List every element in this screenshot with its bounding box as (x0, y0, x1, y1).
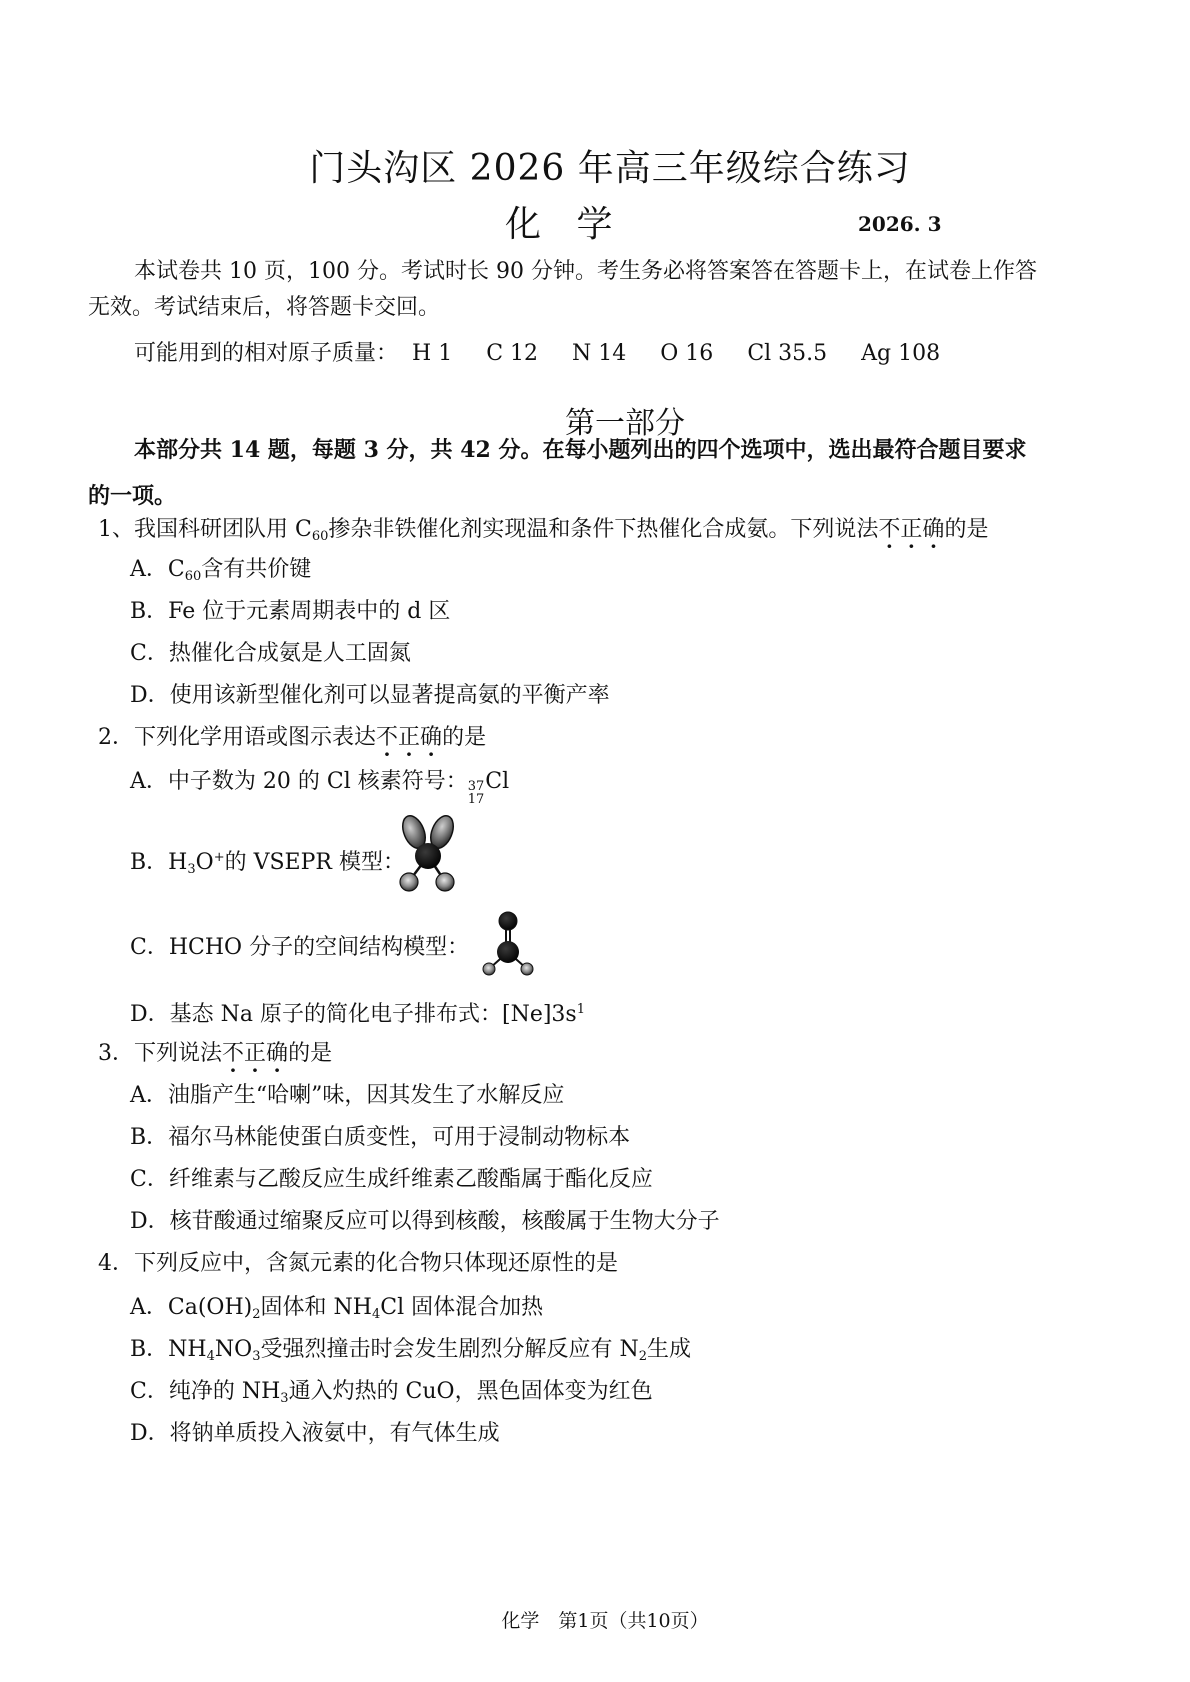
text-segment: 使用该新型催化剂可以显著提高氨的平衡产率 (169, 683, 610, 708)
text-segment: C． (130, 641, 169, 666)
text-segment: B． (130, 850, 169, 875)
text-segment: Cl (485, 769, 510, 794)
text-segment: C (167, 557, 185, 582)
emphasis-char: 确 (420, 725, 443, 750)
text-segment: 3 (252, 1349, 261, 1364)
atomic-mass-o: O 16 (660, 341, 714, 366)
section-intro-line2: 的一项。 (88, 483, 177, 509)
text-segment: A． (130, 557, 168, 582)
atomic-mass-ag: Ag 108 (861, 341, 941, 366)
q4-option-c (130, 1378, 653, 1413)
question-3-stem (98, 1040, 332, 1068)
emphasis-char: 不 (878, 517, 901, 542)
text-segment: B． (130, 599, 169, 624)
text-segment: D． (130, 1209, 170, 1234)
text-segment: 3 (280, 1391, 289, 1406)
text-segment: H (168, 850, 188, 875)
text-segment: 60 (184, 569, 202, 584)
text-segment: 的 VSEPR 模型： (224, 850, 405, 875)
text-segment: 2 (252, 1307, 261, 1322)
text-segment: 通入灼热的 CuO，黑色固体变为红色 (288, 1379, 653, 1404)
text-segment: 基态 Na 原子的简化电子排布式：[Ne]3s (169, 1002, 577, 1027)
text-segment: 生成 (647, 1337, 692, 1362)
text-segment: 的是 (288, 1041, 333, 1066)
text-segment: 将钠单质投入液氨中，有气体生成 (169, 1421, 500, 1446)
text-segment: C． (130, 1167, 169, 1192)
instructions-line2: 无效。考试结束后，将答题卡交回。 (88, 295, 441, 320)
text-segment: 下列化学用语或图示表达 (134, 725, 377, 750)
text-segment: 4 (371, 1307, 381, 1322)
instructions-line1: 本试卷共 10 页，100 分。考试时长 90 分钟。考生务必将答案答在答题卡上，在试卷上作答 (134, 259, 1037, 284)
text-segment: 17 (467, 792, 485, 807)
q1-option-c (130, 640, 411, 668)
q3-option-b (130, 1124, 630, 1152)
text-segment: 含有共价键 (201, 557, 312, 582)
text-segment: B． (130, 1337, 169, 1362)
text-segment: D． (130, 683, 170, 708)
q1-option-b (130, 598, 450, 626)
question-number: 4． (98, 1251, 134, 1276)
q3-option-a (130, 1082, 564, 1110)
q2-option-d (130, 996, 585, 1029)
q2-option-b (130, 844, 405, 884)
question-number: 1、 (98, 517, 134, 542)
question-2-stem (98, 724, 486, 752)
q3-option-d (130, 1208, 720, 1236)
emphasis-char: 不 (376, 725, 399, 750)
emphasis-char: 正 (900, 517, 923, 542)
q2-option-a (130, 768, 509, 806)
section-intro-line1: 本部分共 14 题，每题 3 分，共 42 分。在每小题列出的四个选项中，选出最符合题目要求 (134, 437, 1027, 463)
question-4-stem (98, 1250, 618, 1278)
text-segment: 下列说法 (134, 1041, 223, 1066)
text-segment: A． (130, 769, 168, 794)
text-segment: 受强烈撞击时会发生剧烈分解反应有 N (260, 1337, 639, 1362)
text-segment: Fe 位于元素周期表中的 d 区 (168, 599, 451, 624)
text-segment: Cl 固体混合加热 (380, 1295, 544, 1320)
text-segment: D． (130, 1421, 170, 1446)
q4-option-a (130, 1294, 543, 1329)
emphasis-char: 正 (398, 725, 421, 750)
subject-title: 化 学 (505, 204, 625, 245)
atomic-mass-c: C 12 (486, 341, 539, 366)
text-segment: 4 (206, 1349, 215, 1364)
atomic-masses (134, 340, 974, 368)
text-segment: 我国科研团队用 C (134, 517, 312, 542)
q2-option-c (130, 934, 469, 962)
text-segment: 3 (187, 862, 196, 877)
text-segment: 掺杂非铁催化剂实现温和条件下热催化合成氨。下列说法 (328, 517, 879, 542)
text-segment: 纯净的 NH (168, 1379, 281, 1404)
q4-option-d (130, 1420, 500, 1448)
text-segment: A． (130, 1295, 168, 1320)
q4-option-b (130, 1336, 691, 1371)
text-segment: 37 (467, 779, 485, 794)
emphasis-char: 确 (922, 517, 945, 542)
text-segment: Ca(OH) (167, 1295, 253, 1320)
atomic-mass-h: H 1 (412, 341, 453, 366)
q1-option-d (130, 682, 610, 710)
text-segment: NH (168, 1337, 207, 1362)
section-title: 第一部分 (565, 406, 685, 441)
emphasis-char: 确 (266, 1041, 289, 1066)
text-segment: 下列反应中，含氮元素的化合物只体现还原性的是 (134, 1251, 619, 1276)
text-segment: D． (130, 1002, 170, 1027)
text-segment: C． (130, 935, 169, 960)
text-segment: + (213, 850, 225, 865)
text-segment: NO (214, 1337, 253, 1362)
text-segment: 60 (311, 529, 329, 544)
exam-title: 门头沟区 2026 年高三年级综合练习 (309, 148, 911, 189)
text-segment: HCHO 分子的空间结构模型： (168, 935, 470, 960)
text-segment: 1 (576, 1002, 585, 1017)
exam-date: 2026. 3 (858, 212, 942, 236)
text-segment: 固体和 NH (260, 1295, 372, 1320)
text-segment: B． (130, 1125, 169, 1150)
text-segment: A． (130, 1083, 168, 1108)
text-segment: 核苷酸通过缩聚反应可以得到核酸，核酸属于生物大分子 (169, 1209, 720, 1234)
atomic-mass-cl: Cl 35.5 (747, 341, 828, 366)
q3-option-c (130, 1166, 653, 1194)
q1-option-a (130, 556, 311, 591)
atomic-mass-label: 可能用到的相对原子质量： (134, 341, 399, 366)
text-segment: O (195, 850, 214, 875)
emphasis-char: 正 (244, 1041, 267, 1066)
page-footer: 化学 第1页（共10页） (501, 1610, 709, 1632)
h3o-vsepr-model-figure (396, 812, 462, 896)
text-segment: 中子数为 20 的 Cl 核素符号： (167, 769, 468, 794)
question-1-stem (98, 516, 988, 551)
nuclide-notation (468, 780, 485, 806)
text-segment: 2 (638, 1349, 647, 1364)
hcho-structure-model-figure (478, 910, 538, 980)
atomic-mass-n: N 14 (572, 341, 627, 366)
question-number: 2． (98, 725, 134, 750)
text-segment: 福尔马林能使蛋白质变性，可用于浸制动物标本 (168, 1125, 631, 1150)
text-segment: 油脂产生“哈喇”味，因其发生了水解反应 (167, 1083, 565, 1108)
text-segment: 热催化合成氨是人工固氮 (168, 641, 411, 666)
question-number: 3． (98, 1041, 134, 1066)
text-segment: C． (130, 1379, 169, 1404)
text-segment: 纤维素与乙酸反应生成纤维素乙酸酯属于酯化反应 (168, 1167, 653, 1192)
emphasis-char: 不 (222, 1041, 245, 1066)
text-segment: 的是 (442, 725, 487, 750)
text-segment: 的是 (944, 517, 989, 542)
